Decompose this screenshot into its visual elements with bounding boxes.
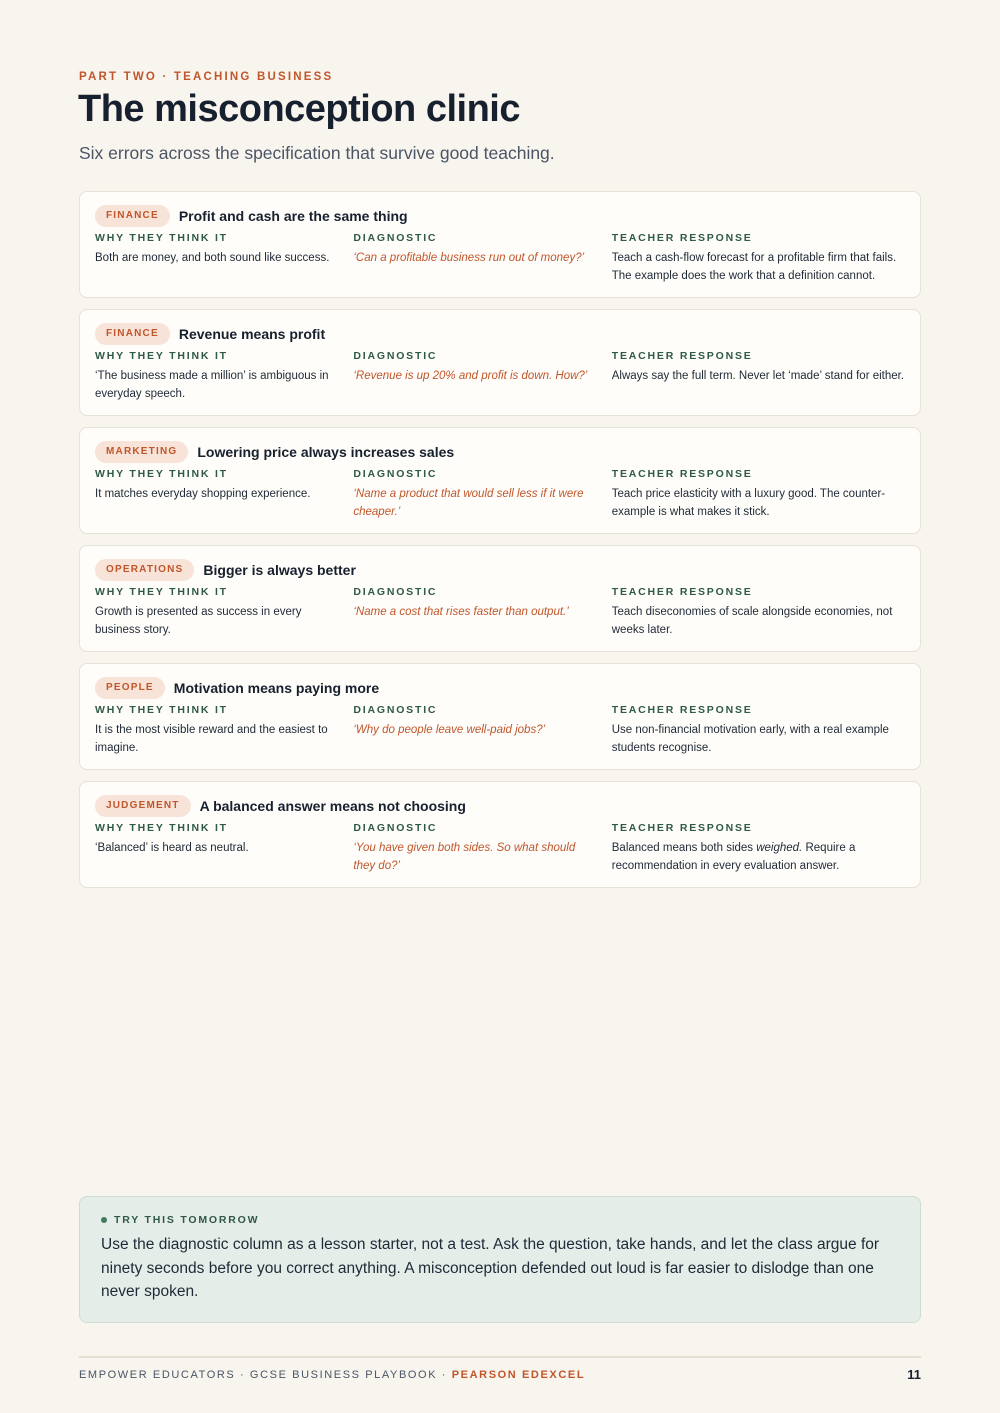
diagnostic-label: DIAGNOSTIC <box>353 350 438 362</box>
category-tag: FINANCE <box>95 323 170 345</box>
diagnostic-text: ‘Can a profitable business run out of money?’ <box>353 252 585 264</box>
category-tag: MARKETING <box>95 441 188 463</box>
why-label: WHY THEY THINK IT <box>95 350 228 362</box>
response-label: TEACHER RESPONSE <box>611 350 753 362</box>
response-text: Use non-financial motivation early, with a real example students recognise. <box>611 724 889 754</box>
response-text: Teach diseconomies of scale alongside economies, not weeks later. <box>611 606 893 636</box>
why-label: WHY THEY THINK IT <box>95 822 228 834</box>
misconception-list <box>79 191 921 899</box>
misconception-title: Lowering price always increases sales <box>197 444 455 460</box>
page-subtitle: Six errors across the specification that survive good teaching. <box>79 143 555 163</box>
why-text: Both are money, and both sound like success. <box>95 252 330 264</box>
misconception-title: Bigger is always better <box>203 562 356 578</box>
diagnostic-text: ‘Name a product that would sell less if it were cheaper.’ <box>353 488 584 518</box>
misconception-card <box>79 663 921 770</box>
why-text: It matches everyday shopping experience. <box>95 488 311 500</box>
diagnostic-label: DIAGNOSTIC <box>353 468 438 480</box>
diagnostic-text: ‘Why do people leave well-paid jobs?’ <box>353 724 546 736</box>
why-label: WHY THEY THINK IT <box>95 468 228 480</box>
diagnostic-label: DIAGNOSTIC <box>353 704 438 716</box>
response-text <box>612 839 905 875</box>
diagnostic-text: ‘You have given both sides. So what should they do?’ <box>353 842 576 872</box>
misconception-card <box>79 545 921 652</box>
misconception-title: A balanced answer means not choosing <box>199 798 466 814</box>
footer-brand: PEARSON EDEXCEL <box>451 1368 586 1381</box>
why-label: WHY THEY THINK IT <box>95 232 228 244</box>
misconception-card <box>79 191 921 298</box>
bullet-dot-icon <box>101 1217 107 1223</box>
response-text-start: Balanced means both sides <box>611 842 757 854</box>
category-tag: JUDGEMENT <box>95 795 191 817</box>
page-title: The misconception clinic <box>78 88 520 130</box>
misconception-card <box>79 427 921 534</box>
footer-series: EMPOWER EDUCATORS · GCSE BUSINESS PLAYBOOK · <box>79 1368 452 1381</box>
misconception-title: Motivation means paying more <box>173 680 380 696</box>
tip-box <box>79 1196 921 1323</box>
why-text: ‘Balanced’ is heard as neutral. <box>95 842 249 854</box>
response-text-end: Require a recommendation in every evaluation answer. <box>611 842 856 872</box>
response-label: TEACHER RESPONSE <box>611 586 753 598</box>
section-eyebrow: PART TWO · TEACHING BUSINESS <box>79 71 334 83</box>
category-tag: PEOPLE <box>95 677 165 699</box>
misconception-card <box>79 309 921 416</box>
misconception-title: Revenue means profit <box>178 326 326 342</box>
why-text: ‘The business made a million’ is ambiguous in everyday speech. <box>95 370 329 400</box>
page-number: 11 <box>907 1367 921 1382</box>
diagnostic-text: ‘Revenue is up 20% and profit is down. How?’ <box>353 370 588 382</box>
response-text: Teach a cash-flow forecast for a profitable firm that fails. The example does the work that a definition cannot. <box>611 252 897 282</box>
footer-credit <box>79 1369 585 1381</box>
response-text-emphasis: weighed. <box>756 842 803 854</box>
page-footer <box>79 1367 921 1382</box>
footer-divider <box>79 1356 921 1358</box>
misconception-title: Profit and cash are the same thing <box>178 208 408 224</box>
category-tag: FINANCE <box>95 205 170 227</box>
diagnostic-label: DIAGNOSTIC <box>353 232 438 244</box>
response-text: Teach price elasticity with a luxury good. The counter-example is what makes it stick. <box>611 488 886 518</box>
tip-text: Use the diagnostic column as a lesson starter, not a test. Ask the question, take hands, and let the class argue for ninety seconds before you correct anything. A misconception defended out loud is far easier to dislodge than one never spoken. <box>101 1236 880 1300</box>
why-label: WHY THEY THINK IT <box>95 704 228 716</box>
response-text: Always say the full term. Never let ‘made’ stand for either. <box>611 370 905 382</box>
category-tag: OPERATIONS <box>95 559 194 581</box>
response-label: TEACHER RESPONSE <box>611 704 753 716</box>
response-label: TEACHER RESPONSE <box>611 468 753 480</box>
why-text: Growth is presented as success in every business story. <box>95 606 302 636</box>
diagnostic-text: ‘Name a cost that rises faster than output.’ <box>353 606 569 618</box>
why-text: It is the most visible reward and the easiest to imagine. <box>95 724 328 754</box>
response-label: TEACHER RESPONSE <box>611 232 753 244</box>
misconception-card <box>79 781 921 888</box>
tip-label: TRY THIS TOMORROW <box>114 1214 260 1226</box>
why-label: WHY THEY THINK IT <box>95 586 228 598</box>
diagnostic-label: DIAGNOSTIC <box>353 586 438 598</box>
diagnostic-label: DIAGNOSTIC <box>353 822 438 834</box>
response-label: TEACHER RESPONSE <box>611 822 753 834</box>
